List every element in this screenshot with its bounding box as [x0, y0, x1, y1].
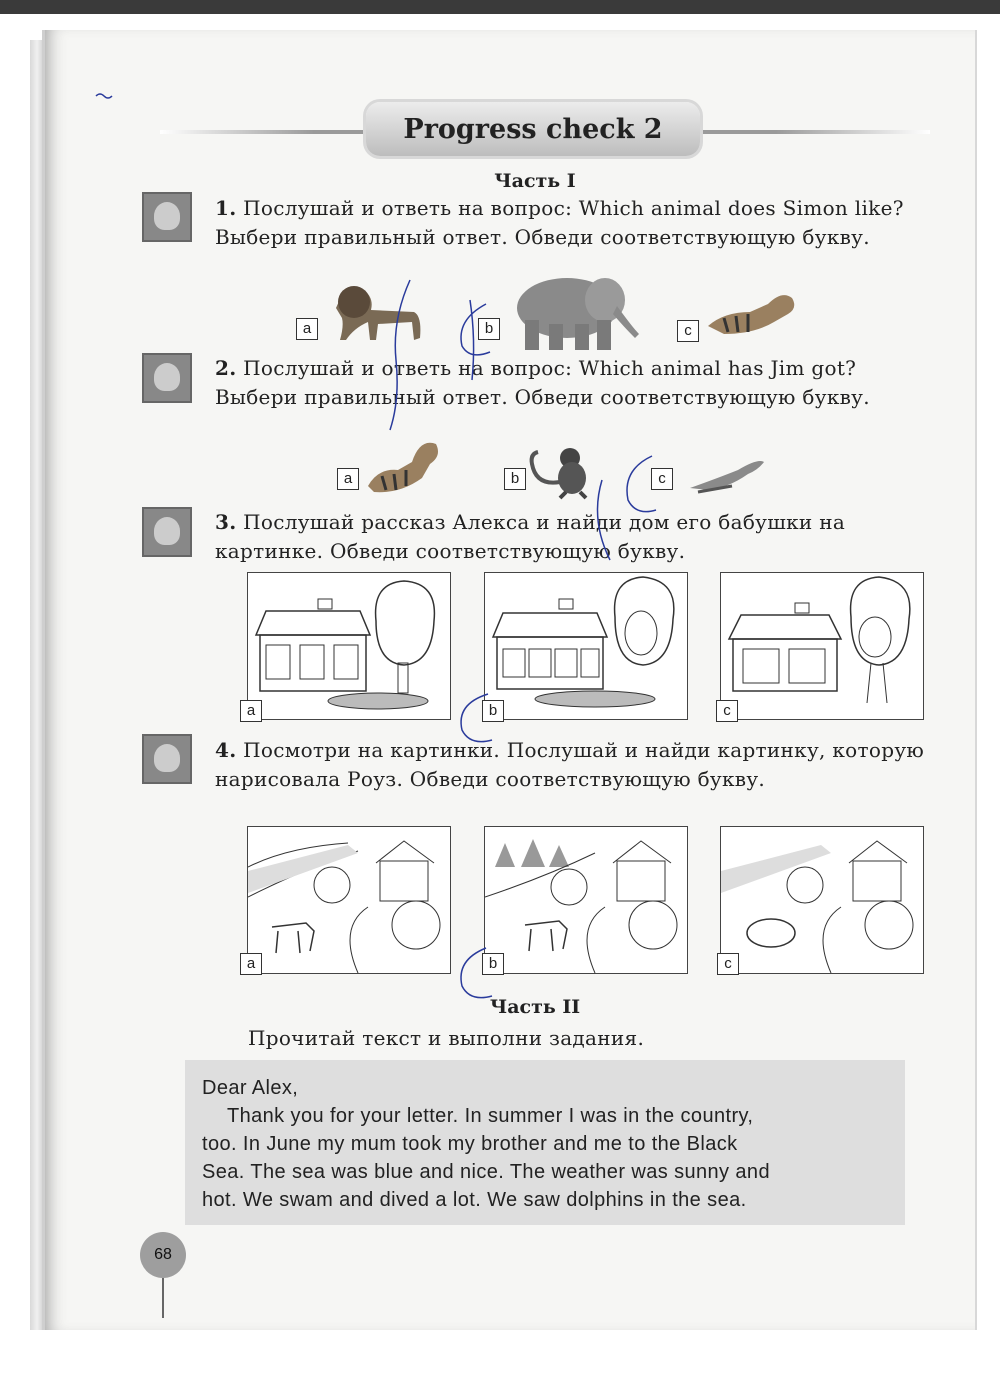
page-title: Progress check 2	[403, 113, 663, 145]
reading-text-box	[185, 1060, 905, 1225]
option-box[interactable]: a	[337, 468, 359, 490]
task-text: Послушай рассказ Алекса и найди дом его бабушки на картинке. Обведи соответствующую букву.	[215, 510, 846, 563]
task-2	[215, 354, 927, 412]
house-picture-c	[720, 572, 924, 720]
landscape-drawing	[485, 827, 687, 973]
letter-line: too. In June my mum took my brother and me to the Black	[202, 1133, 738, 1155]
page-number-balloon	[140, 1232, 186, 1278]
title-banner	[366, 102, 700, 156]
option-box[interactable]: c	[717, 953, 739, 975]
option-box[interactable]: b	[482, 700, 504, 722]
listen-icon	[142, 353, 192, 403]
listen-icon	[142, 507, 192, 557]
part-2-instruction: Прочитай текст и выполни задания.	[248, 1026, 645, 1050]
task-3	[215, 508, 927, 566]
listen-icon	[142, 734, 192, 784]
option-box[interactable]: b	[504, 468, 526, 490]
task-text: Посмотри на картинки. Послушай и найди картинку, которую нарисовала Роуз. Обведи соответствующую букву.	[215, 738, 925, 791]
option-box[interactable]: c	[651, 468, 673, 490]
task-text: Послушай и ответь на вопрос: Which animal does Simon like? Выбери правильный ответ. Обведи соответствующую букву.	[215, 196, 904, 249]
house-drawing	[485, 573, 687, 719]
page-number: 68	[154, 1246, 172, 1263]
option-box[interactable]: b	[482, 953, 504, 975]
task-number: 1.	[215, 196, 237, 220]
house-picture-a	[247, 572, 451, 720]
letter-line: Sea. The sea was blue and nice. The weather was sunny and	[202, 1161, 770, 1183]
house-picture-b	[484, 572, 688, 720]
task-4	[215, 736, 927, 794]
letter-line: hot. We swam and dived a lot. We saw dolphins in the sea.	[202, 1189, 747, 1211]
landscape-drawing	[248, 827, 450, 973]
part-1-heading: Часть I	[494, 170, 576, 192]
listen-icon	[142, 192, 192, 242]
letter-salutation: Dear Alex,	[202, 1077, 299, 1099]
task-number: 2.	[215, 356, 237, 380]
house-drawing	[248, 573, 450, 719]
task-number: 3.	[215, 510, 237, 534]
option-box[interactable]: a	[296, 318, 318, 340]
task-text: Послушай и ответь на вопрос: Which animal has Jim got? Выбери правильный ответ. Обведи соответствующую букву.	[215, 356, 870, 409]
option-box[interactable]: b	[478, 318, 500, 340]
landscape-drawing	[721, 827, 923, 973]
house-drawing	[721, 573, 923, 719]
part-2-heading: Часть II	[489, 996, 581, 1018]
letter-line: Thank you for your letter. In summer I was in the country,	[227, 1105, 754, 1127]
option-box[interactable]: a	[240, 953, 262, 975]
task-number: 4.	[215, 738, 237, 762]
option-box[interactable]: c	[677, 320, 699, 342]
task-1	[215, 194, 927, 252]
option-box[interactable]: a	[240, 700, 262, 722]
landscape-picture-a	[247, 826, 451, 974]
landscape-picture-c	[720, 826, 924, 974]
option-box[interactable]: c	[716, 700, 738, 722]
scan-top-edge	[0, 0, 1000, 14]
landscape-picture-b	[484, 826, 688, 974]
balloon-string	[162, 1278, 164, 1318]
